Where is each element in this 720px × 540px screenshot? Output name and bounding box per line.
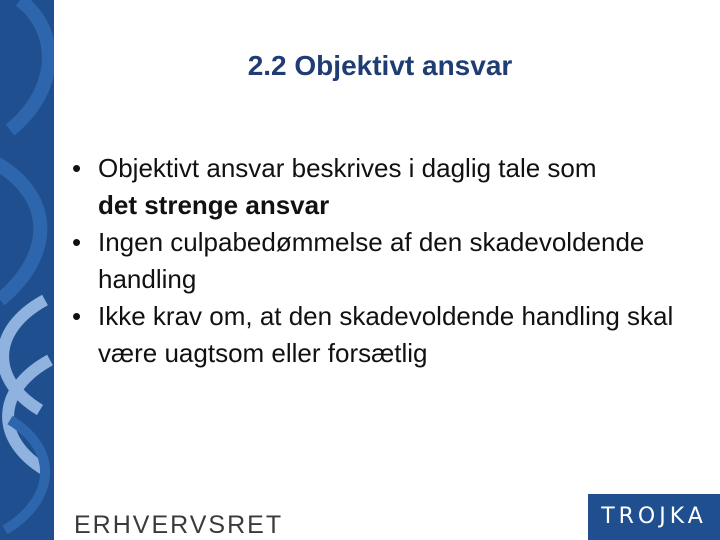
bullet-text: Ikke krav om, at den skadevoldende handling skal være uagtsom eller forsætlig [98,301,674,368]
page-title: 2.2 Objektivt ansvar [247,50,513,81]
bullet-text: Objektivt ansvar beskrives i daglig tale som [98,153,597,183]
footer-label: ERHVERVSRET [74,511,284,539]
bullet-dot: • [72,301,82,331]
list-item [60,224,700,298]
paragraph-sign-icon [0,0,54,540]
side-decoration-band [0,0,54,540]
bullet-dot: • [72,227,82,257]
bullet-emphasis: det strenge ansvar [98,190,330,220]
list-item [60,298,700,372]
brand-logo: TROJKA [588,494,720,540]
bullet-dot: • [72,153,82,183]
bullet-list [60,150,700,372]
bullet-text: Ingen culpabedømmelse af den skadevoldende handling [98,227,645,294]
list-item [60,150,700,224]
